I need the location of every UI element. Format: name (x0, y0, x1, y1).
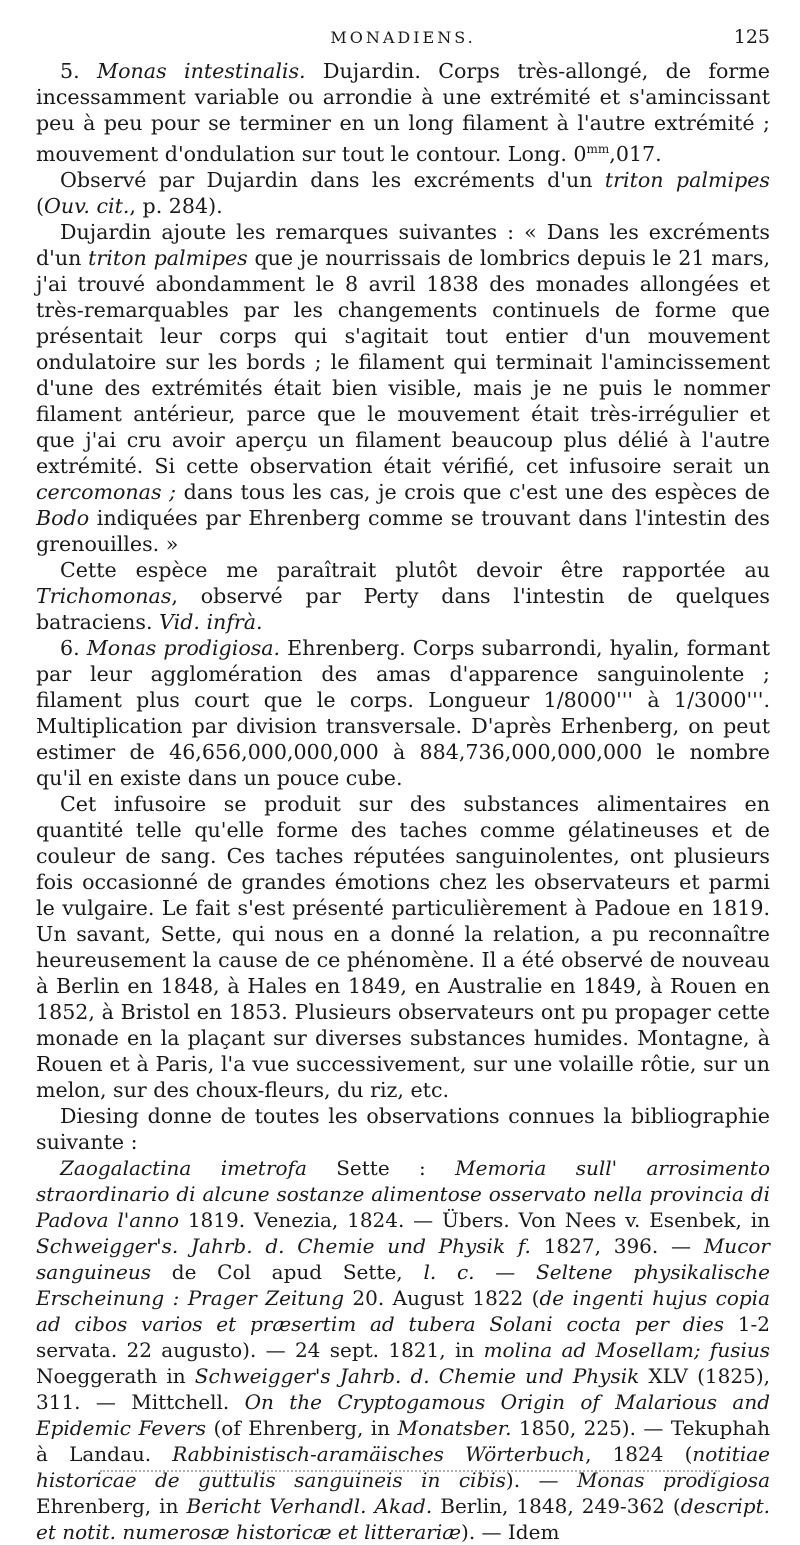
text-run: Dujardin ajoute les remarques suivantes : « Dans les excréments d'un (36, 219, 770, 270)
text-run: Dujardin. Corps très-allongé, de forme incessamment variable ou arrondie à une extrémité et s'amincissant peu à peu pour se terminer en un long filament à l'autre extrémité ; mouvement d'ondulation sur tout le contour. Long. 0 (36, 59, 770, 166)
text-run: ( (36, 193, 45, 218)
text-run: — (474, 1259, 537, 1284)
text-run: dans tous les cas, je crois que c'est une des espèces de (176, 479, 770, 504)
italic-text: Zaogalactina imetrofa (60, 1155, 307, 1180)
text-run: Berlin, 1848, 249-362 ( (432, 1493, 681, 1518)
page-header (36, 22, 770, 58)
italic-text: Memoria sull' arrosimento straordinario di alcune sostanze alimentose osservato nella provincia di Padova l'anno (36, 1155, 770, 1232)
text-run: 6. (60, 635, 87, 660)
italic-text: On the Cryptogamous Origin of Malarious and Epidemic Fevers (36, 1389, 771, 1440)
italic-text: Vid. infrà. (159, 609, 263, 634)
text-run: , observé par Perty dans l'intestin de quelques batraciens. (36, 583, 770, 634)
text-run: Cet infusoire se produit sur des substances alimentaires en quantité telle qu'elle forme des taches comme gélatineuses et de couleur de sang. Ces taches réputées sanguinolentes, ont plusieurs fois occasionné de grandes émotions chez les observateurs et parmi le vulgaire. Le fait s'est présenté particulièrement à Padoue en 1819. Un savant, Sette, qui nous en a donné la relation, a pu reconnaître heureusement la cause de ce phénomène. Il a été observé de nouveau à Berlin en 1848, à Hales en 1849, en Australie en 1849, à Rouen en 1852, à Bristol en 1853. Plusieurs observateurs ont pu propager cette monade en la plaçant sur diverses substances humides. Montagne, à Rouen et à Paris, l'a vue successivement, sur une volaille rôtie, sur un melon, sur des choux-fleurs, du riz, etc. (36, 791, 770, 1102)
body-text (36, 58, 770, 1545)
text-run: 20. August 1822 ( (344, 1285, 540, 1310)
text-run: 5. (60, 59, 98, 83)
paragraph (36, 635, 770, 791)
text-run: , p. 284). (129, 193, 223, 218)
text-run: indiquées par Ehrenberg comme se trouvant dans l'intestin des grenouilles. » (36, 505, 770, 556)
italic-text: Trichomonas (36, 583, 172, 608)
italic-text: Monatsber. (397, 1415, 512, 1440)
text-run: ). — (505, 1467, 577, 1492)
paragraph (36, 557, 770, 635)
text-run: XLV (1825), 311. — Mittchell. (36, 1363, 770, 1414)
italic-text: l. c. (423, 1259, 475, 1284)
text-run: 1850, 225). — Tekuphah à Landau. (36, 1415, 770, 1466)
italic-text: Mucor sanguineus (36, 1233, 770, 1284)
text-run: de Col apud Sette, (151, 1259, 424, 1284)
italic-text: triton palmipes (88, 245, 248, 270)
text-run: (of Ehrenberg, in (206, 1415, 398, 1440)
italic-text: cercomonas ; (36, 479, 177, 504)
italic-text: Schweigger's Jahrb. d. Chemie und Physik (194, 1363, 640, 1388)
text-run: que je nourrissais de lombrics depuis le 21 mars, j'ai trouvé abondamment le 8 avril 1838 des monades allongées et très-remarquables par les changements continuels de forme que présentait leur corps qui s'agitait tout entier d'un mouvement ondulatoire sur les bords ; le filament qui terminait l'amincissement d'une des extrémités était bien visible, mais je ne puis le nommer filament antérieur, parce que le mouvement était très-irrégulier et que j'ai cru avoir aperçu un filament beaucoup plus délié à l'autre extrémité. Si cette observation était vérifié, cet infusoire serait un (36, 245, 770, 478)
running-title: MONADIENS. (330, 28, 476, 47)
paragraph (36, 58, 770, 167)
text-run: Noeggerath in (36, 1363, 195, 1388)
paragraph (36, 167, 770, 219)
italic-text: descript. et notit. numerosæ historicæ et litterariæ (36, 1493, 770, 1544)
footer-divider (100, 1470, 720, 1474)
italic-text: Monas prodigiosa. (86, 635, 281, 660)
paragraph (36, 219, 770, 557)
text-run: Sette : (306, 1155, 456, 1180)
text-run: Ehrenberg. Corps subarrondi, hyalin, formant par leur agglomération des amas d'apparence sanguinolente ; filament plus court que le corps. Longueur 1/8000''' à 1/3000'''. Multiplication par division transversale. D'après Erhenberg, on peut estimer de 46,656,000,000,000 à 884,736,000,000,000 le nombre qu'il en existe dans un pouce cube. (36, 635, 770, 790)
paragraph (36, 1155, 770, 1545)
paragraph (36, 791, 770, 1103)
italic-text: Seltene physikalische Erscheinung : Prager Zeitung (36, 1259, 770, 1310)
italic-text: de ingenti hujus copia ad cibos varios et præsertim ad tubera Solani cocta per dies (36, 1285, 771, 1336)
italic-text: Ouv. cit. (44, 193, 130, 218)
italic-text: Monas intestinalis. (97, 59, 306, 83)
text-run: ). — Idem (461, 1519, 560, 1544)
paragraph (36, 1103, 770, 1155)
text-run: , 1824 ( (585, 1441, 693, 1466)
text-run: ,017. (609, 141, 662, 166)
italic-text: triton palmipes (604, 167, 771, 192)
italic-text: Bodo (36, 505, 90, 530)
page-number: 125 (733, 26, 770, 48)
text-run: 1827, 396. — (530, 1233, 704, 1258)
italic-text: molina ad Mosellam; fusius (483, 1337, 771, 1362)
italic-text: Monas prodigiosa (576, 1467, 770, 1492)
italic-text: Bericht Verhandl. Akad. (186, 1493, 433, 1518)
text-run: Ehrenberg, in (36, 1493, 187, 1518)
text-run: 1819. Venezia, 1824. — Übers. Von Nees v. Esenbek, in (179, 1207, 771, 1232)
text-run: Observé par Dujardin dans les excréments d'un (60, 167, 605, 192)
italic-text: Schweigger's. Jahrb. d. Chemie und Physik f. (36, 1233, 531, 1258)
italic-text: notitiae historicae de guttulis sanguineis in cibis (36, 1441, 770, 1492)
text-run: Diesing donne de toutes les observations connues la bibliographie suivante : (36, 1103, 770, 1154)
text-run: 1-2 servata. 22 augusto). — 24 sept. 1821, in (36, 1311, 770, 1362)
superscript-unit: mm (586, 142, 610, 156)
text-run: Cette espèce me paraîtrait plutôt devoir être rapportée au (60, 557, 770, 582)
italic-text: Rabbinistisch-aramäisches Wörterbuch (172, 1441, 586, 1466)
book-page (36, 22, 770, 1545)
